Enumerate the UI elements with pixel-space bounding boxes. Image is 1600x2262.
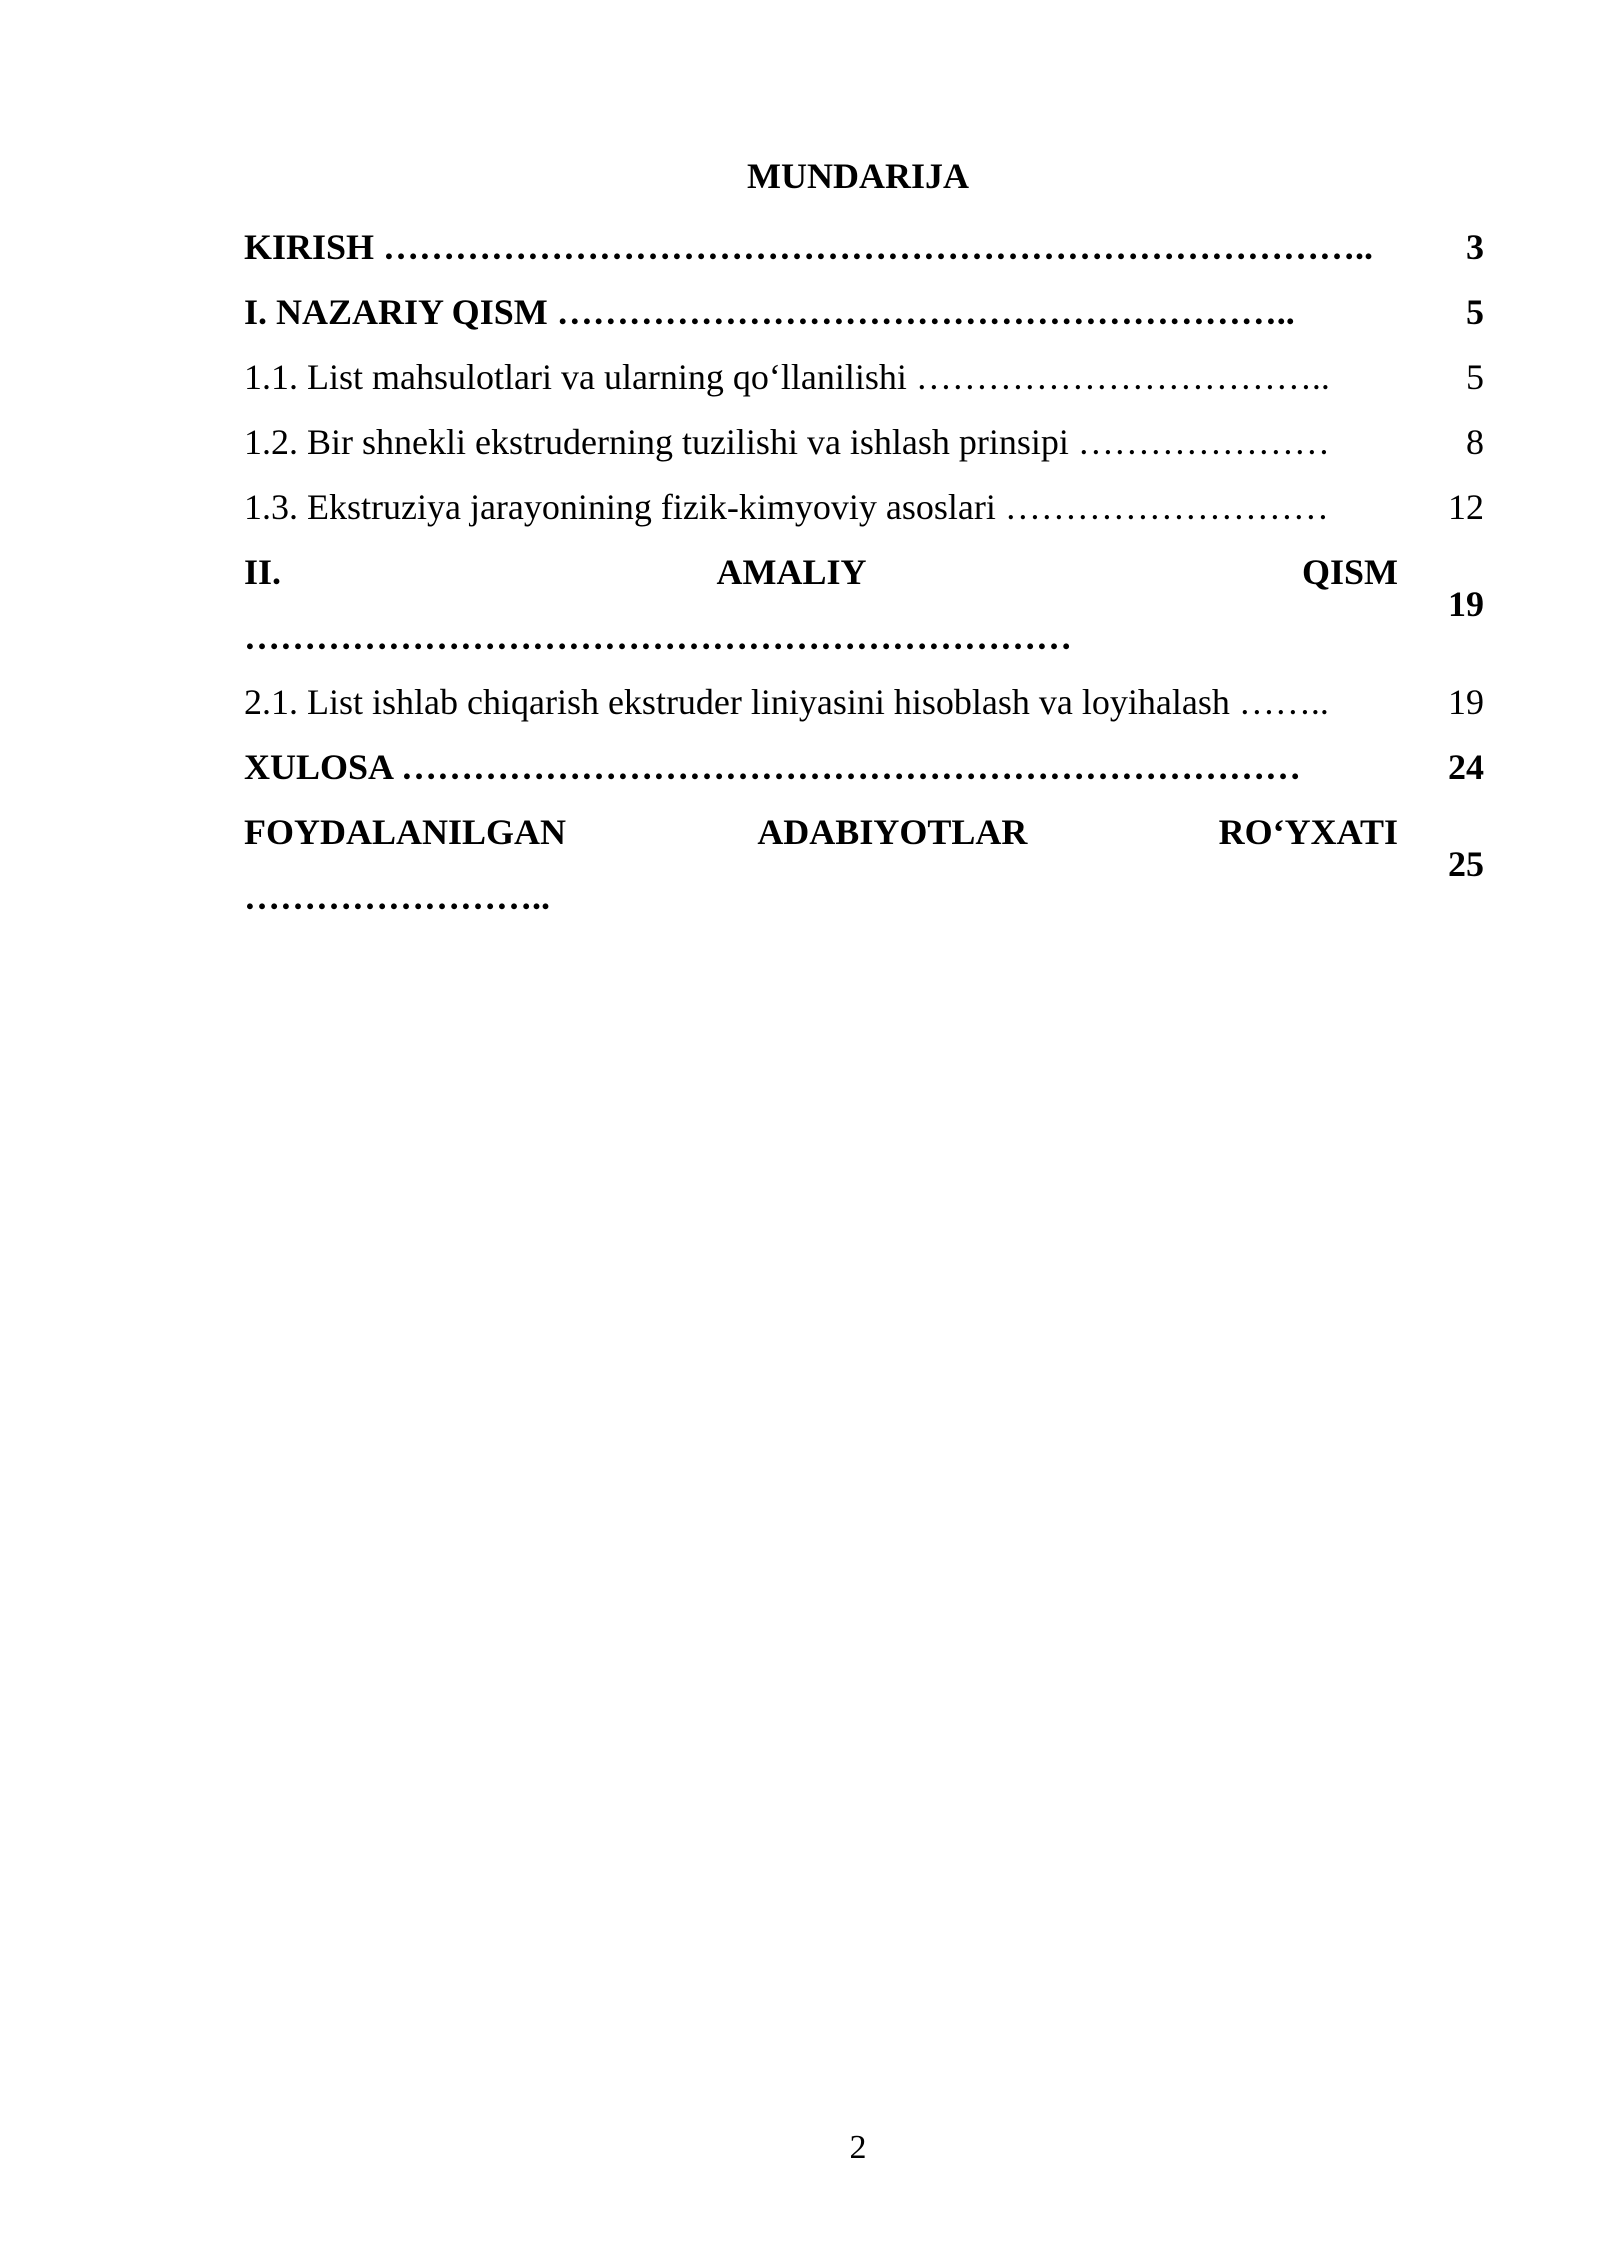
toc-entry-word: RO‘YXATI	[1218, 811, 1398, 852]
table-of-contents	[244, 214, 1484, 929]
toc-entry-page: 12	[1448, 486, 1484, 527]
toc-entry-page: 8	[1466, 421, 1484, 462]
toc-entry-word: QISM	[1301, 551, 1398, 592]
toc-entry-page: 5	[1466, 356, 1484, 397]
toc-title: MUNDARIJA	[747, 156, 969, 196]
toc-entry-page: 19	[1448, 681, 1484, 722]
toc-entry-amaliy-qism[interactable]	[244, 539, 1484, 669]
toc-entry-word: ADABIYOTLAR	[757, 811, 1028, 852]
toc-entry-text: XULOSA …………………………………………………………………	[244, 746, 1302, 787]
toc-entry-text: KIRISH ………………………………………………………………………..	[244, 226, 1374, 267]
toc-entry-leader-dots: ……………………..	[244, 876, 550, 917]
toc-entry-xulosa[interactable]	[244, 734, 1484, 799]
toc-entry-page: 25	[1448, 844, 1484, 884]
toc-entry-page: 3	[1466, 226, 1484, 267]
toc-entry-text	[244, 799, 1398, 929]
toc-entry-adabiyotlar[interactable]	[244, 799, 1484, 929]
toc-entry-2-1[interactable]	[244, 669, 1484, 734]
toc-entry-word: AMALIY	[716, 551, 867, 592]
toc-entry-1-1[interactable]	[244, 344, 1484, 409]
toc-entry-nazariy-qism[interactable]	[244, 279, 1484, 344]
toc-entry-word: II.	[244, 551, 282, 592]
toc-entry-text: 2.1. List ishlab chiqarish ekstruder liniyasini hisoblash va loyihalash ……..	[244, 681, 1329, 722]
toc-entry-text: 1.2. Bir shnekli ekstruderning tuzilishi va ishlash prinsipi …………………	[244, 421, 1330, 462]
toc-entry-text: 1.3. Ekstruziya jarayonining fizik-kimyoviy asoslari ………………………	[244, 486, 1329, 527]
page-number: 2	[849, 2129, 867, 2166]
toc-entry-text: 1.1. List mahsulotlari va ularning qo‘llanilishi ……………………………..	[244, 356, 1330, 397]
toc-entry-kirish[interactable]	[244, 214, 1484, 279]
toc-entry-word: FOYDALANILGAN	[244, 811, 567, 852]
toc-entry-page: 5	[1466, 291, 1484, 332]
toc-entry-1-2[interactable]	[244, 409, 1484, 474]
toc-entry-1-3[interactable]	[244, 474, 1484, 539]
toc-entry-text	[244, 539, 1398, 669]
toc-entry-page: 19	[1448, 584, 1484, 624]
toc-entry-heading-line	[244, 539, 1398, 604]
toc-entry-page: 24	[1448, 746, 1484, 787]
toc-entry-text: I. NAZARIY QISM ……………………………………………………..	[244, 291, 1295, 332]
toc-entry-heading-line	[244, 799, 1398, 864]
toc-entry-leader-dots: ……………………………………………………………	[244, 616, 1072, 657]
